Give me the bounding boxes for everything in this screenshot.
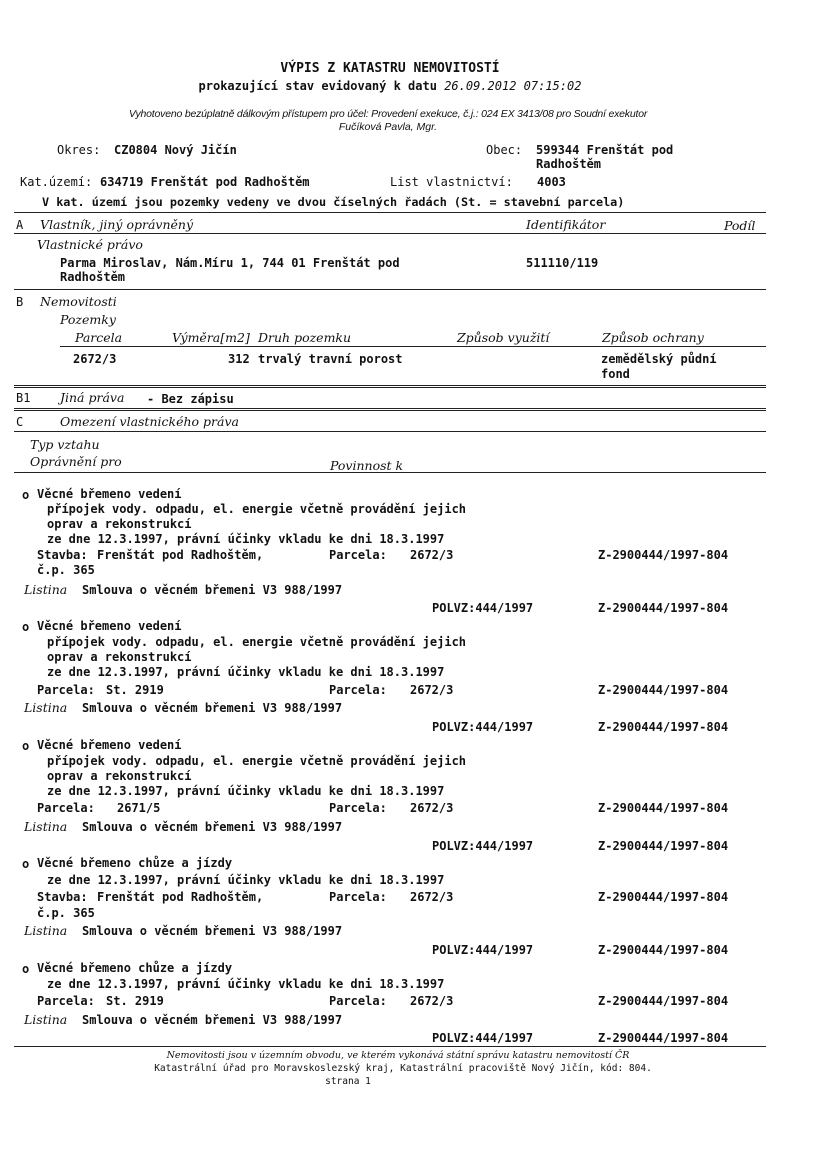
entry-parcel-value: 2672/3 [410, 994, 454, 1008]
entry-polvz: POLVZ:444/1997 [432, 1031, 534, 1045]
entry-polvz: POLVZ:444/1997 [432, 839, 534, 853]
povinnost-k: Povinnost k [330, 458, 404, 473]
pozemky-label: Pozemky [60, 312, 116, 327]
entry-title: Věcné břemeno vedení [37, 738, 182, 752]
rady-note: V kat. území jsou pozemky vedeny ve dvou číselných řadách (St. = stavební parcela) [42, 195, 625, 209]
entry-left-label: Parcela: [37, 994, 95, 1008]
section-b1-rule [14, 385, 766, 388]
entry-parcel-label: Parcela: [329, 890, 387, 904]
entry-listina-label: Listina [24, 582, 68, 597]
section-c-header-rule [14, 472, 766, 473]
section-c-letter: C [16, 415, 24, 429]
typ-vztahu: Typ vztahu [30, 437, 100, 452]
entry-desc-3: ze dne 12.3.1997, právní účinky vkladu ke dni 18.3.1997 [47, 532, 445, 546]
entry-code-2: Z-2900444/1997-804 [598, 1031, 729, 1045]
entry-desc-1: ze dne 12.3.1997, právní účinky vkladu ke dni 18.3.1997 [47, 977, 445, 991]
entry-left-value: 2671/5 [117, 801, 161, 815]
katuzemi-label: Kat.území: [20, 175, 93, 189]
entry-listina-label: Listina [24, 1012, 68, 1027]
entry-left-value: Frenštát pod Radhoštěm, [97, 548, 264, 562]
entry-parcel-label: Parcela: [329, 994, 387, 1008]
entry-parcel-value: 2672/3 [410, 548, 454, 562]
col-parcela: Parcela [75, 330, 123, 345]
col-vymera: Výměra[m2] [172, 330, 250, 345]
owner-identifier: 511110/119 [526, 256, 599, 270]
entry-code-2: Z-2900444/1997-804 [598, 720, 729, 734]
vlastnicke-pravo: Vlastnické právo [37, 237, 143, 252]
document-subtitle [0, 79, 780, 93]
col-zpusob-vyuziti: Způsob využití [457, 330, 550, 345]
entry-desc-1: přípojek vody. odpadu, el. energie včetně provádění jejich [47, 502, 467, 516]
section-b-rule [14, 289, 766, 290]
katuzemi-value: 634719 Frenštát pod Radhoštěm [100, 175, 310, 189]
entry-title: Věcné břemeno chůze a jízdy [37, 856, 233, 870]
entry-parcel-value: 2672/3 [410, 801, 454, 815]
footer-line-2: Katastrální úřad pro Moravskoslezský kraj, Katastrální pracoviště Nový Jičín, kód: 804. [154, 1063, 652, 1074]
entry-left-value-2: č.p. 365 [37, 906, 95, 920]
entry-desc-3: ze dne 12.3.1997, právní účinky vkladu ke dni 18.3.1997 [47, 784, 445, 798]
opravneni-pro: Oprávnění pro [30, 454, 122, 469]
section-a-title: Vlastník, jiný oprávněný [40, 217, 194, 232]
entry-listina-value: Smlouva o věcném břemeni V3 988/1997 [82, 924, 343, 938]
entry-left-label: Stavba: [37, 890, 88, 904]
section-c-title-rule [14, 431, 766, 432]
section-a-rule [14, 212, 766, 213]
entry-left-label: Parcela: [37, 683, 95, 697]
entry-title: Věcné břemeno vedení [37, 487, 182, 501]
entry-left-value: St. 2919 [106, 994, 164, 1008]
entry-desc-2: oprav a rekonstrukcí [47, 650, 192, 664]
obec-label: Obec: [486, 143, 523, 157]
entry-code-2: Z-2900444/1997-804 [598, 943, 729, 957]
entry-left-value-2: č.p. 365 [37, 563, 95, 577]
entry-desc-1: přípojek vody. odpadu, el. energie včetně provádění jejich [47, 754, 467, 768]
entry-left-value: Frenštát pod Radhoštěm, [97, 890, 264, 904]
col-identifikator: Identifikátor [526, 217, 606, 232]
owner-line-2: Radhoštěm [60, 270, 126, 284]
entry-code: Z-2900444/1997-804 [598, 683, 729, 697]
okres-value: CZ0804 Nový Jičín [114, 143, 237, 157]
section-c-title: Omezení vlastnického práva [60, 414, 239, 429]
purpose-line-2: Fučíková Pavla, Mgr. [338, 121, 438, 133]
entry-parcel-value: 2672/3 [410, 890, 454, 904]
okres-label: Okres: [57, 143, 101, 157]
entry-code: Z-2900444/1997-804 [598, 994, 729, 1008]
entry-desc-3: ze dne 12.3.1997, právní účinky vkladu ke dni 18.3.1997 [47, 665, 445, 679]
lv-value: 4003 [537, 175, 566, 189]
entry-desc-2: oprav a rekonstrukcí [47, 769, 192, 783]
pozemky-header-rule [60, 346, 766, 347]
section-b1-value: - Bez zápisu [147, 392, 234, 406]
pozemek-druh: trvalý travní porost [258, 352, 403, 366]
entry-listina-label: Listina [24, 700, 68, 715]
col-podil: Podíl [724, 218, 756, 233]
footer-line-1: Nemovitosti jsou v územním obvodu, ve kterém vykonává státní správu katastru nemovitostí ČR [166, 1050, 630, 1061]
entry-left-label: Stavba: [37, 548, 88, 562]
section-a-letter: A [16, 218, 24, 232]
obec-value: 599344 Frenštát pod [536, 143, 674, 157]
section-b-title: Nemovitosti [40, 294, 117, 309]
entry-parcel-label: Parcela: [329, 801, 387, 815]
entry-parcel-label: Parcela: [329, 683, 387, 697]
pozemek-ochrana-1: zemědělský půdní [601, 352, 717, 366]
entry-parcel-label: Parcela: [329, 548, 387, 562]
entry-listina-label: Listina [24, 819, 68, 834]
col-druh: Druh pozemku [258, 330, 352, 345]
entry-desc-2: oprav a rekonstrukcí [47, 517, 192, 531]
entry-bullet: o [22, 857, 30, 871]
purpose-line-1: Vyhotoveno bezúplatně dálkovým přístupem pro účel: Provedení exekuce, č.j.: 024 EX 3413/08 pro Soudní exekutor [128, 108, 648, 120]
entry-left-label: Parcela: [37, 801, 95, 815]
pozemek-vymera: 312 [228, 352, 250, 366]
entry-desc-1: ze dne 12.3.1997, právní účinky vkladu ke dni 18.3.1997 [47, 873, 445, 887]
entry-listina-value: Smlouva o věcném břemeni V3 988/1997 [82, 583, 343, 597]
document-title: VÝPIS Z KATASTRU NEMOVITOSTÍ [280, 61, 500, 76]
entry-polvz: POLVZ:444/1997 [432, 720, 534, 734]
entry-bullet: o [22, 620, 30, 634]
section-c-rule [14, 408, 766, 411]
entry-polvz: POLVZ:444/1997 [432, 601, 534, 615]
section-b-letter: B [16, 295, 24, 309]
section-b1-title: Jiná práva [60, 390, 125, 405]
subtitle-date: 26.09.2012 07:15:02 [444, 79, 582, 93]
entry-code-2: Z-2900444/1997-804 [598, 839, 729, 853]
entry-polvz: POLVZ:444/1997 [432, 943, 534, 957]
section-a-header-rule [14, 233, 766, 234]
lv-label: List vlastnictví: [390, 175, 513, 189]
subtitle-prefix: prokazující stav evidovaný k datu [198, 79, 437, 93]
page-number: strana 1 [325, 1076, 371, 1087]
entry-title: Věcné břemeno vedení [37, 619, 182, 633]
entry-code-2: Z-2900444/1997-804 [598, 601, 729, 615]
pozemek-parcela: 2672/3 [73, 352, 117, 366]
col-zpusob-ochrany: Způsob ochrany [602, 330, 704, 345]
entry-parcel-value: 2672/3 [410, 683, 454, 697]
footer-rule [14, 1046, 766, 1047]
entry-code: Z-2900444/1997-804 [598, 548, 729, 562]
entry-bullet: o [22, 962, 30, 976]
pozemek-ochrana-2: fond [601, 367, 630, 381]
entry-code: Z-2900444/1997-804 [598, 890, 729, 904]
entry-listina-value: Smlouva o věcném břemeni V3 988/1997 [82, 701, 343, 715]
entry-code: Z-2900444/1997-804 [598, 801, 729, 815]
owner-line-1: Parma Miroslav, Nám.Míru 1, 744 01 Frenštát pod [60, 256, 400, 270]
entry-desc-1: přípojek vody. odpadu, el. energie včetně provádění jejich [47, 635, 467, 649]
entry-listina-label: Listina [24, 923, 68, 938]
entry-bullet: o [22, 739, 30, 753]
entry-listina-value: Smlouva o věcném břemeni V3 988/1997 [82, 820, 343, 834]
section-b1-letter: B1 [16, 391, 31, 405]
entry-bullet: o [22, 488, 30, 502]
entry-title: Věcné břemeno chůze a jízdy [37, 961, 233, 975]
obec-value-2: Radhoštěm [536, 157, 602, 171]
entry-left-value: St. 2919 [106, 683, 164, 697]
entry-listina-value: Smlouva o věcném břemeni V3 988/1997 [82, 1013, 343, 1027]
